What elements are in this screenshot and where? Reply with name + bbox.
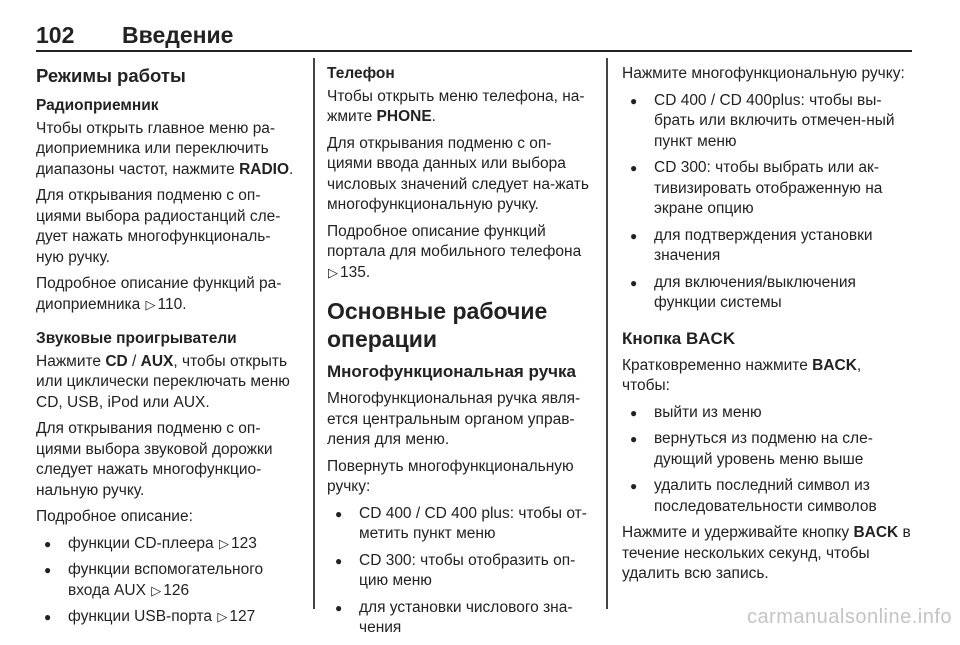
page-ref[interactable]: 126 [163, 581, 190, 599]
paragraph: Для открывания подменю с оп-циями выбора радиостанций сле-дует нажать многофункциональ-ную ручку. [36, 187, 281, 266]
paragraph: Повернуть многофункциональную ручку: [327, 457, 574, 495]
page-header [36, 22, 912, 52]
subheading-knob: Многофункциональная ручка [327, 362, 577, 381]
key-label: AUX [140, 352, 174, 370]
watermark: carmanualsonline.info [746, 606, 952, 628]
page-ref[interactable]: 135. [340, 263, 371, 281]
key-label: RADIO [239, 160, 290, 178]
paragraph: Подробное описание: [36, 508, 193, 525]
page-ref[interactable]: 123 [230, 534, 257, 552]
list-item: ● функции CD-плеера ▷ 123 [36, 534, 298, 555]
key-label: BACK [812, 356, 857, 374]
subheading-audio: Звуковые проигрыватели [36, 330, 237, 347]
subheading-radio: Радиоприемник [36, 97, 159, 114]
section-title: Основные рабочие операции [327, 298, 548, 352]
column-divider [606, 58, 608, 609]
paragraph: Нажмите многофункциональную ручку: [622, 65, 905, 82]
paragraph: Подробное описание функций портала для мобильного телефона ▷ 135. [327, 222, 591, 284]
column-3 [622, 64, 912, 591]
list-item: ● для установки числового зна-чения [327, 598, 591, 639]
list-item: ● вернуться из подменю на сле-дующий уровень меню выше [622, 429, 912, 470]
list-item: ● выйти из меню [622, 403, 912, 424]
list-item: ● CD 400 / CD 400plus: чтобы вы-брать или включить отмечен-ный пункт меню [622, 91, 912, 153]
paragraph: Чтобы открыть меню телефона, на-жмите PHONE. [327, 87, 585, 125]
page-ref-icon: ▷ [328, 264, 338, 280]
key-label: CD [105, 352, 128, 370]
paragraph: Нажмите и удерживайте кнопку BACK в течение нескольких секунд, чтобы удалить всю запись. [622, 524, 911, 582]
page-ref-icon: ▷ [218, 535, 229, 551]
page-ref[interactable]: 127 [229, 608, 256, 625]
page-number: 102 [36, 22, 75, 48]
bullet-list [36, 534, 298, 628]
column-2 [327, 64, 591, 645]
paragraph: Чтобы открыть главное меню ра-диоприемника или переключить диапазоны частот, нажмите RADIO. [36, 119, 294, 178]
paragraph: Кратковременно нажмите BACK, чтобы: [622, 356, 862, 394]
subheading-back: Кнопка BACK [622, 328, 736, 348]
list-item: ● CD 300: чтобы отобразить оп-цию меню [327, 551, 591, 592]
list-item: ● функции вспомогательного входа AUX ▷ 126 [36, 560, 298, 601]
subheading-phone: Телефон [327, 65, 395, 82]
paragraph: Для открывания подменю с оп-циями выбора звуковой дорожки следует нажать многофункцио-нальную ручку. [36, 420, 273, 499]
page-ref[interactable]: 110. [157, 295, 187, 313]
list-item: ● CD 400 / CD 400 plus: чтобы от-метить пункт меню [327, 504, 591, 545]
column-divider [313, 58, 315, 609]
list-item: ● для подтверждения установки значения [622, 226, 912, 267]
paragraph: Многофункциональная ручка явля-ется центральным органом управ-ления для меню. [327, 390, 581, 448]
page-title: Введение [122, 22, 234, 48]
key-label: PHONE [376, 108, 432, 125]
list-item: ● CD 300: чтобы выбрать или ак-тивизировать отображенную на экране опцию [622, 158, 912, 220]
paragraph: Для открывания подменю с оп-циями ввода данных или выбора числовых значений следует на-жать многофункциональную ручку. [327, 134, 589, 213]
page-ref-icon: ▷ [151, 582, 162, 598]
bullet-list [327, 504, 591, 639]
column-1 [36, 64, 298, 634]
bullet-list [622, 403, 912, 518]
bullet-list [622, 91, 912, 314]
section-heading-modes: Режимы работы [36, 65, 186, 86]
key-label: BACK [853, 524, 899, 541]
list-item: ● для включения/выключения функции системы [622, 273, 912, 314]
header-rule [36, 50, 912, 52]
paragraph: Нажмите CD / AUX, чтобы открыть или циклически переключать меню CD, USB, iPod или AUX. [36, 352, 290, 411]
list-item: ● функции USB-порта ▷ 127 [36, 607, 298, 628]
paragraph: Подробное описание функций ра-диоприемника ▷ 110. [36, 274, 298, 315]
page-ref-icon: ▷ [145, 296, 156, 312]
list-item: ● удалить последний символ из последовательности символов [622, 476, 912, 517]
page-ref-icon: ▷ [217, 609, 228, 624]
